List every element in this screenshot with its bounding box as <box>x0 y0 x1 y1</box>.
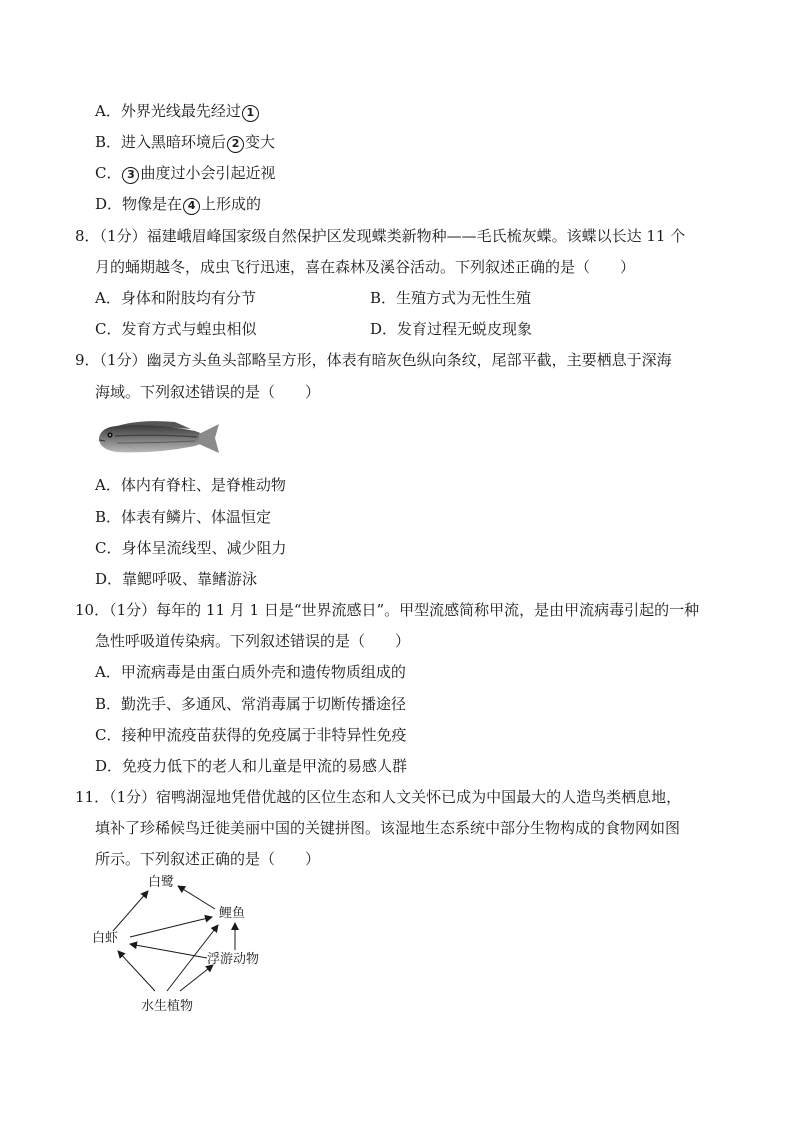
q9-option-d[interactable]: D．靠鳃呼吸、靠鳍游泳 <box>95 570 258 588</box>
option-text: 曲度过小会引起近视 <box>140 164 276 182</box>
q8-option-b[interactable]: B．生殖方式为无性生殖 <box>370 289 532 307</box>
q9-option-c[interactable]: C．身体呈流线型、减少阻力 <box>95 539 287 557</box>
fish-image <box>95 416 223 460</box>
circled-number-3: 3 <box>122 167 139 184</box>
option-text: D．物像是在 <box>95 195 183 213</box>
option-text: A．外界光线最先经过 <box>95 102 241 120</box>
node-aquatic-plants: 水生植物 <box>141 999 194 1014</box>
q9-stem-line2: 海域。下列叙述错误的是（ ） <box>95 383 321 401</box>
option-text: C． <box>95 164 122 182</box>
arrow-plants-to-shrimp <box>118 951 155 991</box>
circled-number-1: 1 <box>242 105 259 122</box>
node-egret: 白鹭 <box>148 875 175 890</box>
arrow-shrimp-to-carp <box>130 917 212 937</box>
q9-option-a[interactable]: A．体内有脊柱、是脊椎动物 <box>95 476 286 494</box>
arrow-zooplankton-to-shrimp <box>130 944 207 958</box>
q11-stem-line1: 11．（1分）宿鸭湖湿地凭借优越的区位生态和人文关怀已成为中国最大的人造鸟类栖息地， <box>75 788 682 806</box>
q10-option-b[interactable]: B．勤洗手、多通风、常消毒属于切断传播途径 <box>95 695 407 713</box>
q10-option-d[interactable]: D．免疫力低下的老人和儿童是甲流的易感人群 <box>95 757 408 775</box>
q7-option-c[interactable] <box>95 163 276 184</box>
q8-stem-line2: 月的蛹期越冬，成虫飞行迅速，喜在森林及溪谷活动。下列叙述正确的是（ ） <box>95 258 636 276</box>
q10-stem-line2: 急性呼吸道传染病。下列叙述错误的是（ ） <box>95 632 411 650</box>
arrow-shrimp-to-egret <box>113 891 148 931</box>
q8-option-a[interactable]: A．身体和附肢均有分节 <box>95 289 256 307</box>
option-text: B．进入黑暗环境后 <box>95 133 227 151</box>
q11-stem-line2: 填补了珍稀候鸟迁徙美丽中国的关键拼图。该湿地生态系统中部分生物构成的食物网如图 <box>95 819 681 837</box>
q7-option-b[interactable] <box>95 132 275 153</box>
arrow-plants-to-zooplankton <box>180 965 213 991</box>
q8-option-d[interactable]: D．发育过程无蜕皮现象 <box>370 320 533 338</box>
q7-option-d[interactable] <box>95 194 261 215</box>
q8-option-c[interactable]: C．发育方式与蝗虫相似 <box>95 320 257 338</box>
q8-stem-line1: 8．（1分）福建峨眉峰国家级自然保护区发现蝶类新物种——毛氏梳灰蝶。该蝶以长达 11 个 <box>75 227 686 245</box>
q11-stem-line3: 所示。下列叙述正确的是（ ） <box>95 850 321 868</box>
option-text: 变大 <box>245 133 276 151</box>
node-zooplankton: 浮游动物 <box>207 952 260 967</box>
q9-stem-line1: 9．（1分）幽灵方头鱼头部略呈方形，体表有暗灰色纵向条纹，尾部平截，主要栖息于深海 <box>75 351 672 369</box>
q10-option-c[interactable]: C．接种甲流疫苗获得的免疫属于非特异性免疫 <box>95 726 407 744</box>
q10-option-a[interactable]: A．甲流病毒是由蛋白质外壳和遗传物质组成的 <box>95 663 406 681</box>
node-carp: 鲤鱼 <box>219 906 246 921</box>
q9-option-b[interactable]: B．体表有鳞片、体温恒定 <box>95 508 272 526</box>
q10-stem-line1: 10．（1分）每年的 11 月 1 日是“世界流感日”。甲型流感简称甲流，是由甲流病毒引起的一种 <box>75 601 700 619</box>
food-web-diagram <box>85 873 285 1023</box>
q7-option-a[interactable] <box>95 101 260 122</box>
option-text: 上形成的 <box>201 195 262 213</box>
arrow-carp-to-egret <box>178 886 215 909</box>
circled-number-2: 2 <box>227 136 244 153</box>
circled-number-4: 4 <box>183 198 200 215</box>
node-shrimp: 白虾 <box>92 931 119 946</box>
